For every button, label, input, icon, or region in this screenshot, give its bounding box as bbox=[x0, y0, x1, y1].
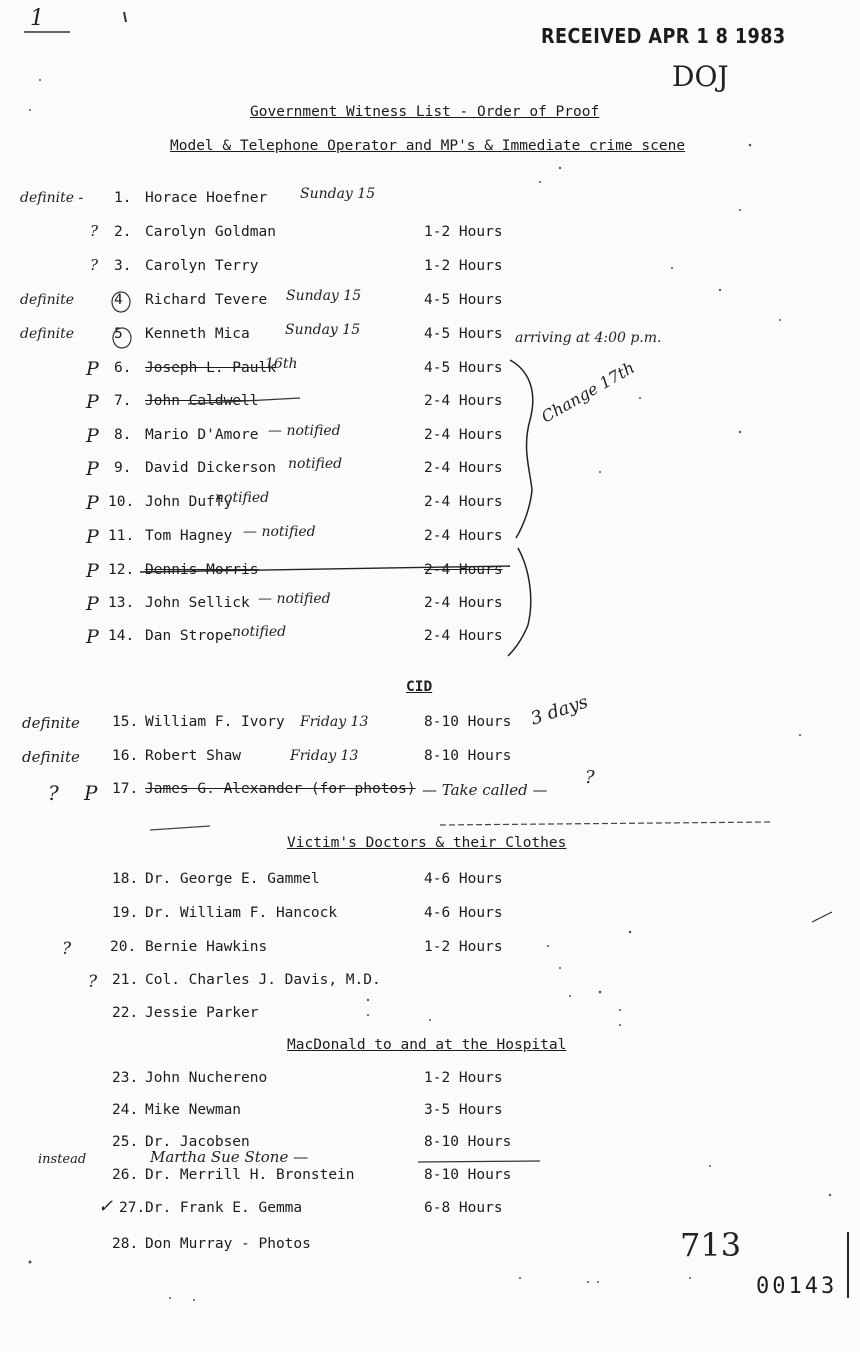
row-mark: ? bbox=[88, 972, 98, 992]
row-name: Dr. Merrill H. Bronstein bbox=[145, 1167, 355, 1183]
row-margin-note: definite - bbox=[20, 190, 84, 206]
row-number: 27. bbox=[119, 1200, 146, 1216]
row-note: 16th bbox=[265, 356, 298, 372]
row-margin-note: definite bbox=[22, 748, 80, 766]
handwritten-page-number: 713 bbox=[680, 1226, 742, 1264]
row-number: 2. bbox=[114, 224, 132, 240]
document-subtitle: Model & Telephone Operator and MP's & Immediate crime scene bbox=[170, 138, 686, 154]
row-name: John Sellick bbox=[145, 595, 250, 611]
row-number: 16. bbox=[112, 748, 139, 764]
row-number: 23. bbox=[112, 1070, 139, 1086]
row-name: Jessie Parker bbox=[145, 1005, 259, 1021]
row-duration: 4-5 Hours bbox=[424, 292, 503, 308]
row-mark: P bbox=[86, 391, 99, 413]
row-mark: ? bbox=[90, 222, 99, 240]
row-duration: 8-10 Hours bbox=[424, 714, 512, 730]
row-margin-note: definite bbox=[22, 714, 80, 732]
corner-mark: 1 bbox=[30, 6, 44, 31]
row-margin-note: ? bbox=[48, 781, 59, 805]
brace-note: Change 17th bbox=[538, 357, 638, 427]
row-number: 25. bbox=[112, 1134, 139, 1150]
row-name: John Nuchereno bbox=[145, 1070, 268, 1086]
row-number: 5 bbox=[114, 326, 123, 342]
row-duration: 2-4 Hours bbox=[424, 595, 503, 611]
row-number: 9. bbox=[114, 460, 132, 476]
row-name: David Dickerson bbox=[145, 460, 276, 476]
row-note: — Take called — bbox=[422, 781, 548, 799]
row-duration: 8-10 Hours bbox=[424, 1167, 512, 1183]
row-duration: 2-4 Hours bbox=[424, 494, 503, 510]
row-duration: 2-4 Hours bbox=[424, 460, 503, 476]
row-name: John Caldwell bbox=[145, 393, 259, 409]
row-name: Dennis Morris bbox=[145, 562, 259, 578]
row-number: 4 bbox=[114, 292, 123, 308]
bates-number: 00143 bbox=[756, 1274, 838, 1299]
row-note: Friday 13 bbox=[300, 714, 369, 730]
row-duration: 8-10 Hours bbox=[424, 1134, 512, 1150]
doctors-heading: Victim's Doctors & their Clothes bbox=[287, 835, 567, 851]
row-number: 1. bbox=[114, 190, 132, 206]
cid-note: 3 days bbox=[528, 691, 591, 730]
row-number: 22. bbox=[112, 1005, 139, 1021]
row-name: Robert Shaw bbox=[145, 748, 242, 764]
row-note: Friday 13 bbox=[290, 748, 359, 764]
row-number: 28. bbox=[112, 1236, 139, 1252]
row-note: Sunday 15 bbox=[285, 322, 361, 338]
row-name: Dr. William F. Hancock bbox=[145, 905, 338, 921]
row-duration: 4-6 Hours bbox=[424, 905, 503, 921]
stamp-initials: DOJ bbox=[672, 60, 729, 93]
row-note: notified bbox=[288, 456, 343, 472]
row-name: Don Murray - Photos bbox=[145, 1236, 311, 1252]
row-duration: 1-2 Hours bbox=[424, 224, 503, 240]
row-number: 14. bbox=[108, 628, 135, 644]
row-number: 11. bbox=[108, 528, 135, 544]
row-number: 7. bbox=[114, 393, 132, 409]
row-duration: 2-4 Hours bbox=[424, 427, 503, 443]
hospital-heading: MacDonald to and at the Hospital bbox=[287, 1037, 567, 1053]
row-number: 19. bbox=[112, 905, 139, 921]
row-mark: P bbox=[86, 593, 99, 615]
row-name: Dan Strope bbox=[145, 628, 233, 644]
row-number: 20. bbox=[110, 939, 137, 955]
row-duration: 1-2 Hours bbox=[424, 1070, 503, 1086]
row-name: Dr. Frank E. Gemma bbox=[145, 1200, 303, 1216]
row-duration: 6-8 Hours bbox=[424, 1200, 503, 1216]
arrival-note: arriving at 4:00 p.m. bbox=[515, 330, 662, 346]
row-note: — notified bbox=[258, 591, 331, 607]
row-number: 24. bbox=[112, 1102, 139, 1118]
row-name: Bernie Hawkins bbox=[145, 939, 268, 955]
row-name: Tom Hagney bbox=[145, 528, 233, 544]
row-name: Mike Newman bbox=[145, 1102, 242, 1118]
row-name: Horace Hoefner bbox=[145, 190, 268, 206]
row-name: James G. Alexander (for photos) bbox=[145, 781, 416, 797]
received-stamp: RECEIVED APR 1 8 1983 bbox=[541, 24, 786, 48]
row-number: 21. bbox=[112, 972, 139, 988]
row-mark: P bbox=[86, 560, 99, 582]
row-note: Sunday 15 bbox=[300, 186, 376, 202]
row-mark: P bbox=[86, 492, 99, 514]
row-mark: ✓ bbox=[98, 1196, 114, 1217]
row-name: Richard Tevere bbox=[145, 292, 268, 308]
row-duration: 2-4 Hours bbox=[424, 562, 503, 578]
row-name: Kenneth Mica bbox=[145, 326, 250, 342]
row-mark: ? bbox=[62, 939, 72, 959]
row-margin-note: definite bbox=[20, 326, 74, 342]
row-mark: P bbox=[86, 526, 99, 548]
row-mark: P bbox=[86, 626, 99, 648]
row-number: 26. bbox=[112, 1167, 139, 1183]
row-right-mark: ? bbox=[585, 767, 595, 788]
row-number: 3. bbox=[114, 258, 132, 274]
row-number: 8. bbox=[114, 427, 132, 443]
row-number: 17. bbox=[112, 781, 139, 797]
insert-margin-note: instead bbox=[38, 1152, 87, 1167]
row-duration: 3-5 Hours bbox=[424, 1102, 503, 1118]
document-title: Government Witness List - Order of Proof bbox=[250, 104, 600, 120]
row-mark: P bbox=[86, 458, 99, 480]
row-note: Sunday 15 bbox=[286, 288, 362, 304]
row-mark: P bbox=[86, 425, 99, 447]
row-duration: 1-2 Hours bbox=[424, 258, 503, 274]
row-name: Joseph L. Paulk bbox=[145, 360, 276, 376]
row-name: Dr. Jacobsen bbox=[145, 1134, 250, 1150]
row-duration: 8-10 Hours bbox=[424, 748, 512, 764]
row-duration: 1-2 Hours bbox=[424, 939, 503, 955]
row-name: Carolyn Goldman bbox=[145, 224, 276, 240]
row-mark: ? bbox=[90, 256, 99, 274]
row-name: Dr. George E. Gammel bbox=[145, 871, 320, 887]
row-number: 12. bbox=[108, 562, 135, 578]
row-name: William F. Ivory bbox=[145, 714, 285, 730]
row-note: — notified bbox=[243, 524, 316, 540]
row-note: notified bbox=[232, 624, 287, 640]
cid-heading: CID bbox=[406, 679, 433, 695]
row-duration: 4-5 Hours bbox=[424, 360, 503, 376]
row-note: notified bbox=[215, 490, 270, 506]
row-duration: 2-4 Hours bbox=[424, 528, 503, 544]
row-margin-note: definite bbox=[20, 292, 74, 308]
row-duration: 2-4 Hours bbox=[424, 628, 503, 644]
row-duration: 2-4 Hours bbox=[424, 393, 503, 409]
row-duration: 4-5 Hours bbox=[424, 326, 503, 342]
insert-note: Martha Sue Stone — bbox=[150, 1148, 309, 1166]
row-duration: 4-6 Hours bbox=[424, 871, 503, 887]
row-number: 10. bbox=[108, 494, 135, 510]
row-number: 15. bbox=[112, 714, 139, 730]
row-number: 13. bbox=[108, 595, 135, 611]
row-number: 6. bbox=[114, 360, 132, 376]
row-name: Carolyn Terry bbox=[145, 258, 259, 274]
row-number: 18. bbox=[112, 871, 139, 887]
row-mark: P bbox=[86, 358, 99, 380]
row-note: — notified bbox=[268, 423, 341, 439]
row-mark: P bbox=[84, 781, 98, 805]
row-name: Col. Charles J. Davis, M.D. bbox=[145, 972, 381, 988]
row-name: Mario D'Amore bbox=[145, 427, 259, 443]
row-name: John Duffy bbox=[145, 494, 233, 510]
